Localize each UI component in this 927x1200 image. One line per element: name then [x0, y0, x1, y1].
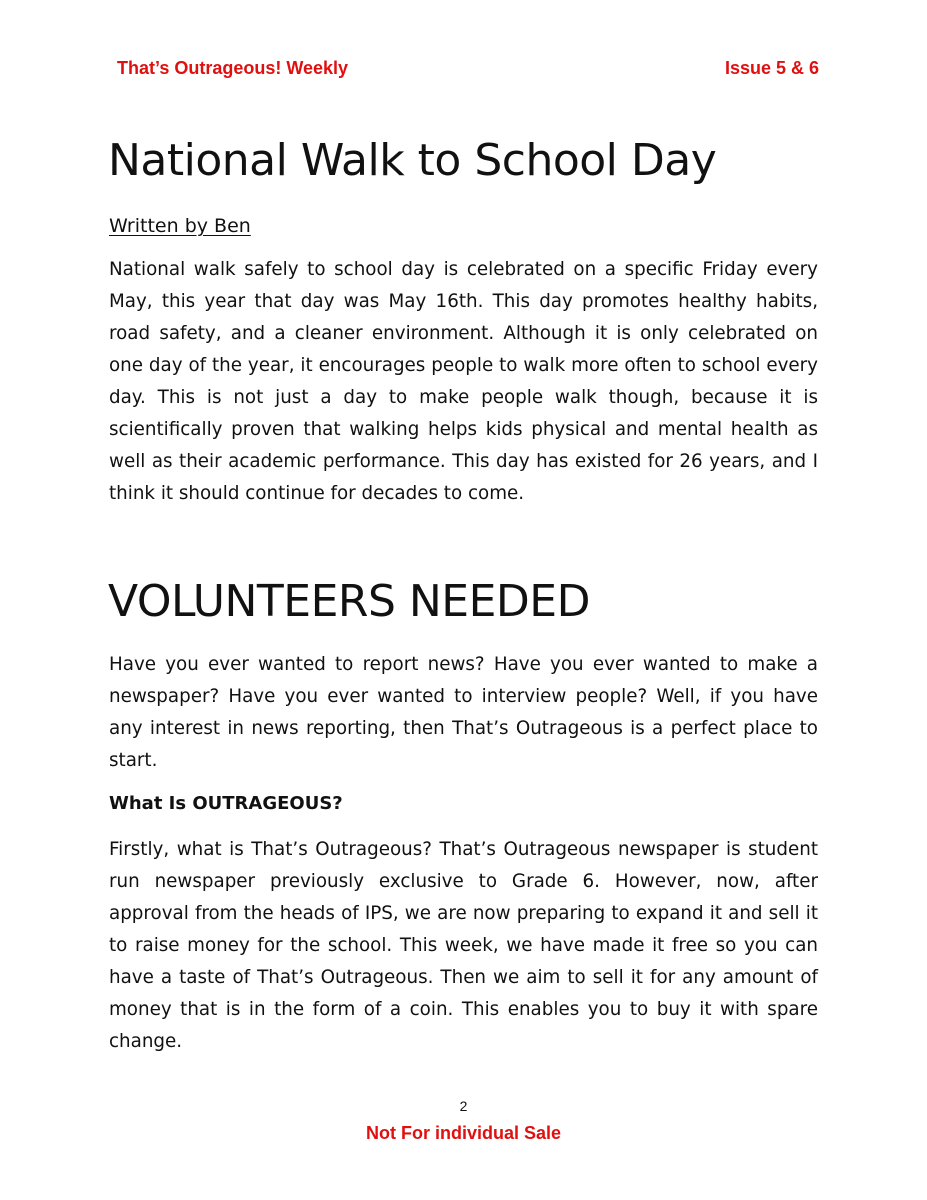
article-title-volunteers: VOLUNTEERS NEEDED [108, 576, 590, 627]
article-byline: Written by Ben [109, 215, 251, 237]
article-title-walk-to-school: National Walk to School Day [108, 135, 717, 186]
volunteers-body-paragraph: Firstly, what is That’s Outrageous? That’s Outrageous newspaper is student run newspaper previously exclusive to Grade 6. However, now, after approval from the heads of IPS, we are now preparing to expand it and sell it to raise money for the school. This week, we have made it free so you can have a taste of That’s Outrageous. Then we aim to sell it for any amount of money that is in the form of a coin. This enables you to buy it with spare change. [109, 839, 818, 1052]
article-body-walk-to-school: National walk safely to school day is celebrated on a specific Friday every May, this year that day was May 16th. This day promotes healthy habits, road safety, and a cleaner environment. Although it is only celebrated on one day of the year, it encourages people to walk more often to school every day. This is not just a day to make people walk though, because it is scientifically proven that walking helps kids physical and mental health as well as their academic performance. This day has existed for 26 years, and I think it should continue for decades to come. [109, 259, 818, 504]
publication-name: That’s Outrageous! Weekly [117, 58, 349, 78]
footer-notice: Not For individual Sale [365, 1123, 562, 1143]
issue-number: Issue 5 & 6 [724, 58, 819, 78]
section-subheading: What Is OUTRAGEOUS? [109, 793, 343, 814]
page-number: 2 [459, 1098, 468, 1114]
volunteers-intro-paragraph: Have you ever wanted to report news? Have you ever wanted to make a newspaper? Have you ever wanted to interview people? Well, if you have any interest in news reporting, then That’s Outrageous is a perfect place to start. [109, 654, 818, 771]
